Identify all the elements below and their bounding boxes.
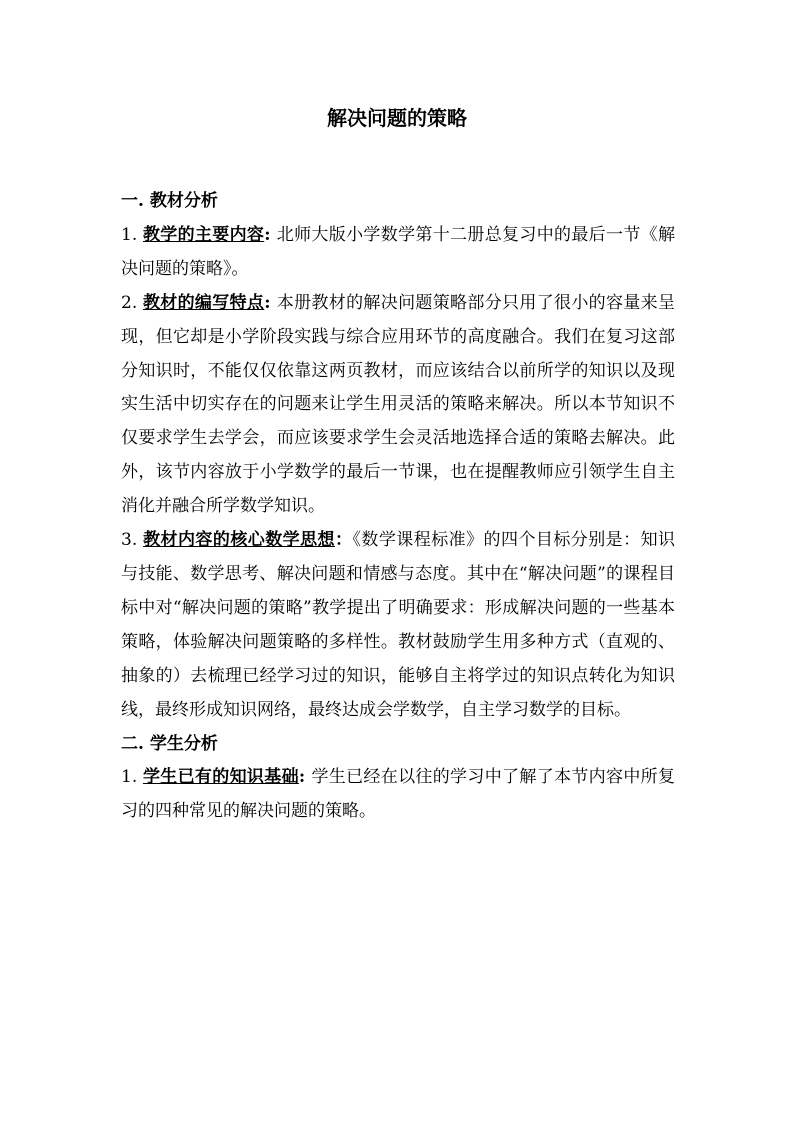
item-key-term: 教学的主要内容 [142,224,265,245]
item-text: 《数学课程标准》的四个目标分别是：知识与技能、数学思考、解决问题和情感与态度。其中在“解决问题”的课程目标中对“解决问题的策略”教学提出了明确要求：形成解决问题的一些基本策略，体验解决问题策略的多样性。教材鼓励学生用多种方式（直观的、抽象的）去梳理已经学习过的知识，能够自主将学过的知识点转化为知识线，最终形成知识网络，最终达成会学数学，自主学习数学的目标。 [121,530,676,720]
document-body [121,185,675,829]
item-number: 3. [121,530,144,551]
item-key-term: 教材的编写特点 [142,292,265,313]
item-text: 本册教材的解决问题策略部分只用了很小的容量来呈现，但它却是小学阶段实践与综合应用环节的高度融合。我们在复习这部分知识时，不能仅仅依靠这两页教材，而应该结合以前所学的知识以及现实生活中切实存在的问题来让学生用灵活的策略来解决。所以本节知识不仅要求学生去学会，而应该要求学生会灵活地选择合适的策略去解决。此外，该节内容放于小学数学的最后一节课，也在提醒教师应引领学生自主消化并融合所学数学知识。 [121,292,675,517]
item-number: 2. [121,292,143,313]
item-separator: : [264,224,277,245]
item-separator: : [298,767,312,788]
item-text: 北师大版小学数学第十二册总复习中的最后一节《解决问题的策略》。 [121,224,675,279]
paragraph-prior-knowledge [121,761,675,829]
section-heading-textbook-analysis: 一. 教材分析 [121,191,218,211]
item-separator: ： [335,530,353,551]
paragraph-writing-features [121,287,675,524]
document-title: 解决问题的策略 [327,106,467,130]
paragraph-core-math-ideas [121,524,675,727]
item-key-term: 教材内容的核心数学思想 [143,530,336,551]
paragraph-main-content [121,219,675,287]
item-separator: : [264,292,277,313]
section-heading-student-analysis: 二. 学生分析 [121,733,218,754]
item-text: 学生已经在以往的学习中了解了本节内容中所复习的四种常见的解决问题的策略。 [121,767,675,822]
item-number: 1. [121,767,143,788]
item-key-term: 学生已有的知识基础 [142,767,299,788]
item-number: 1. [121,224,143,245]
